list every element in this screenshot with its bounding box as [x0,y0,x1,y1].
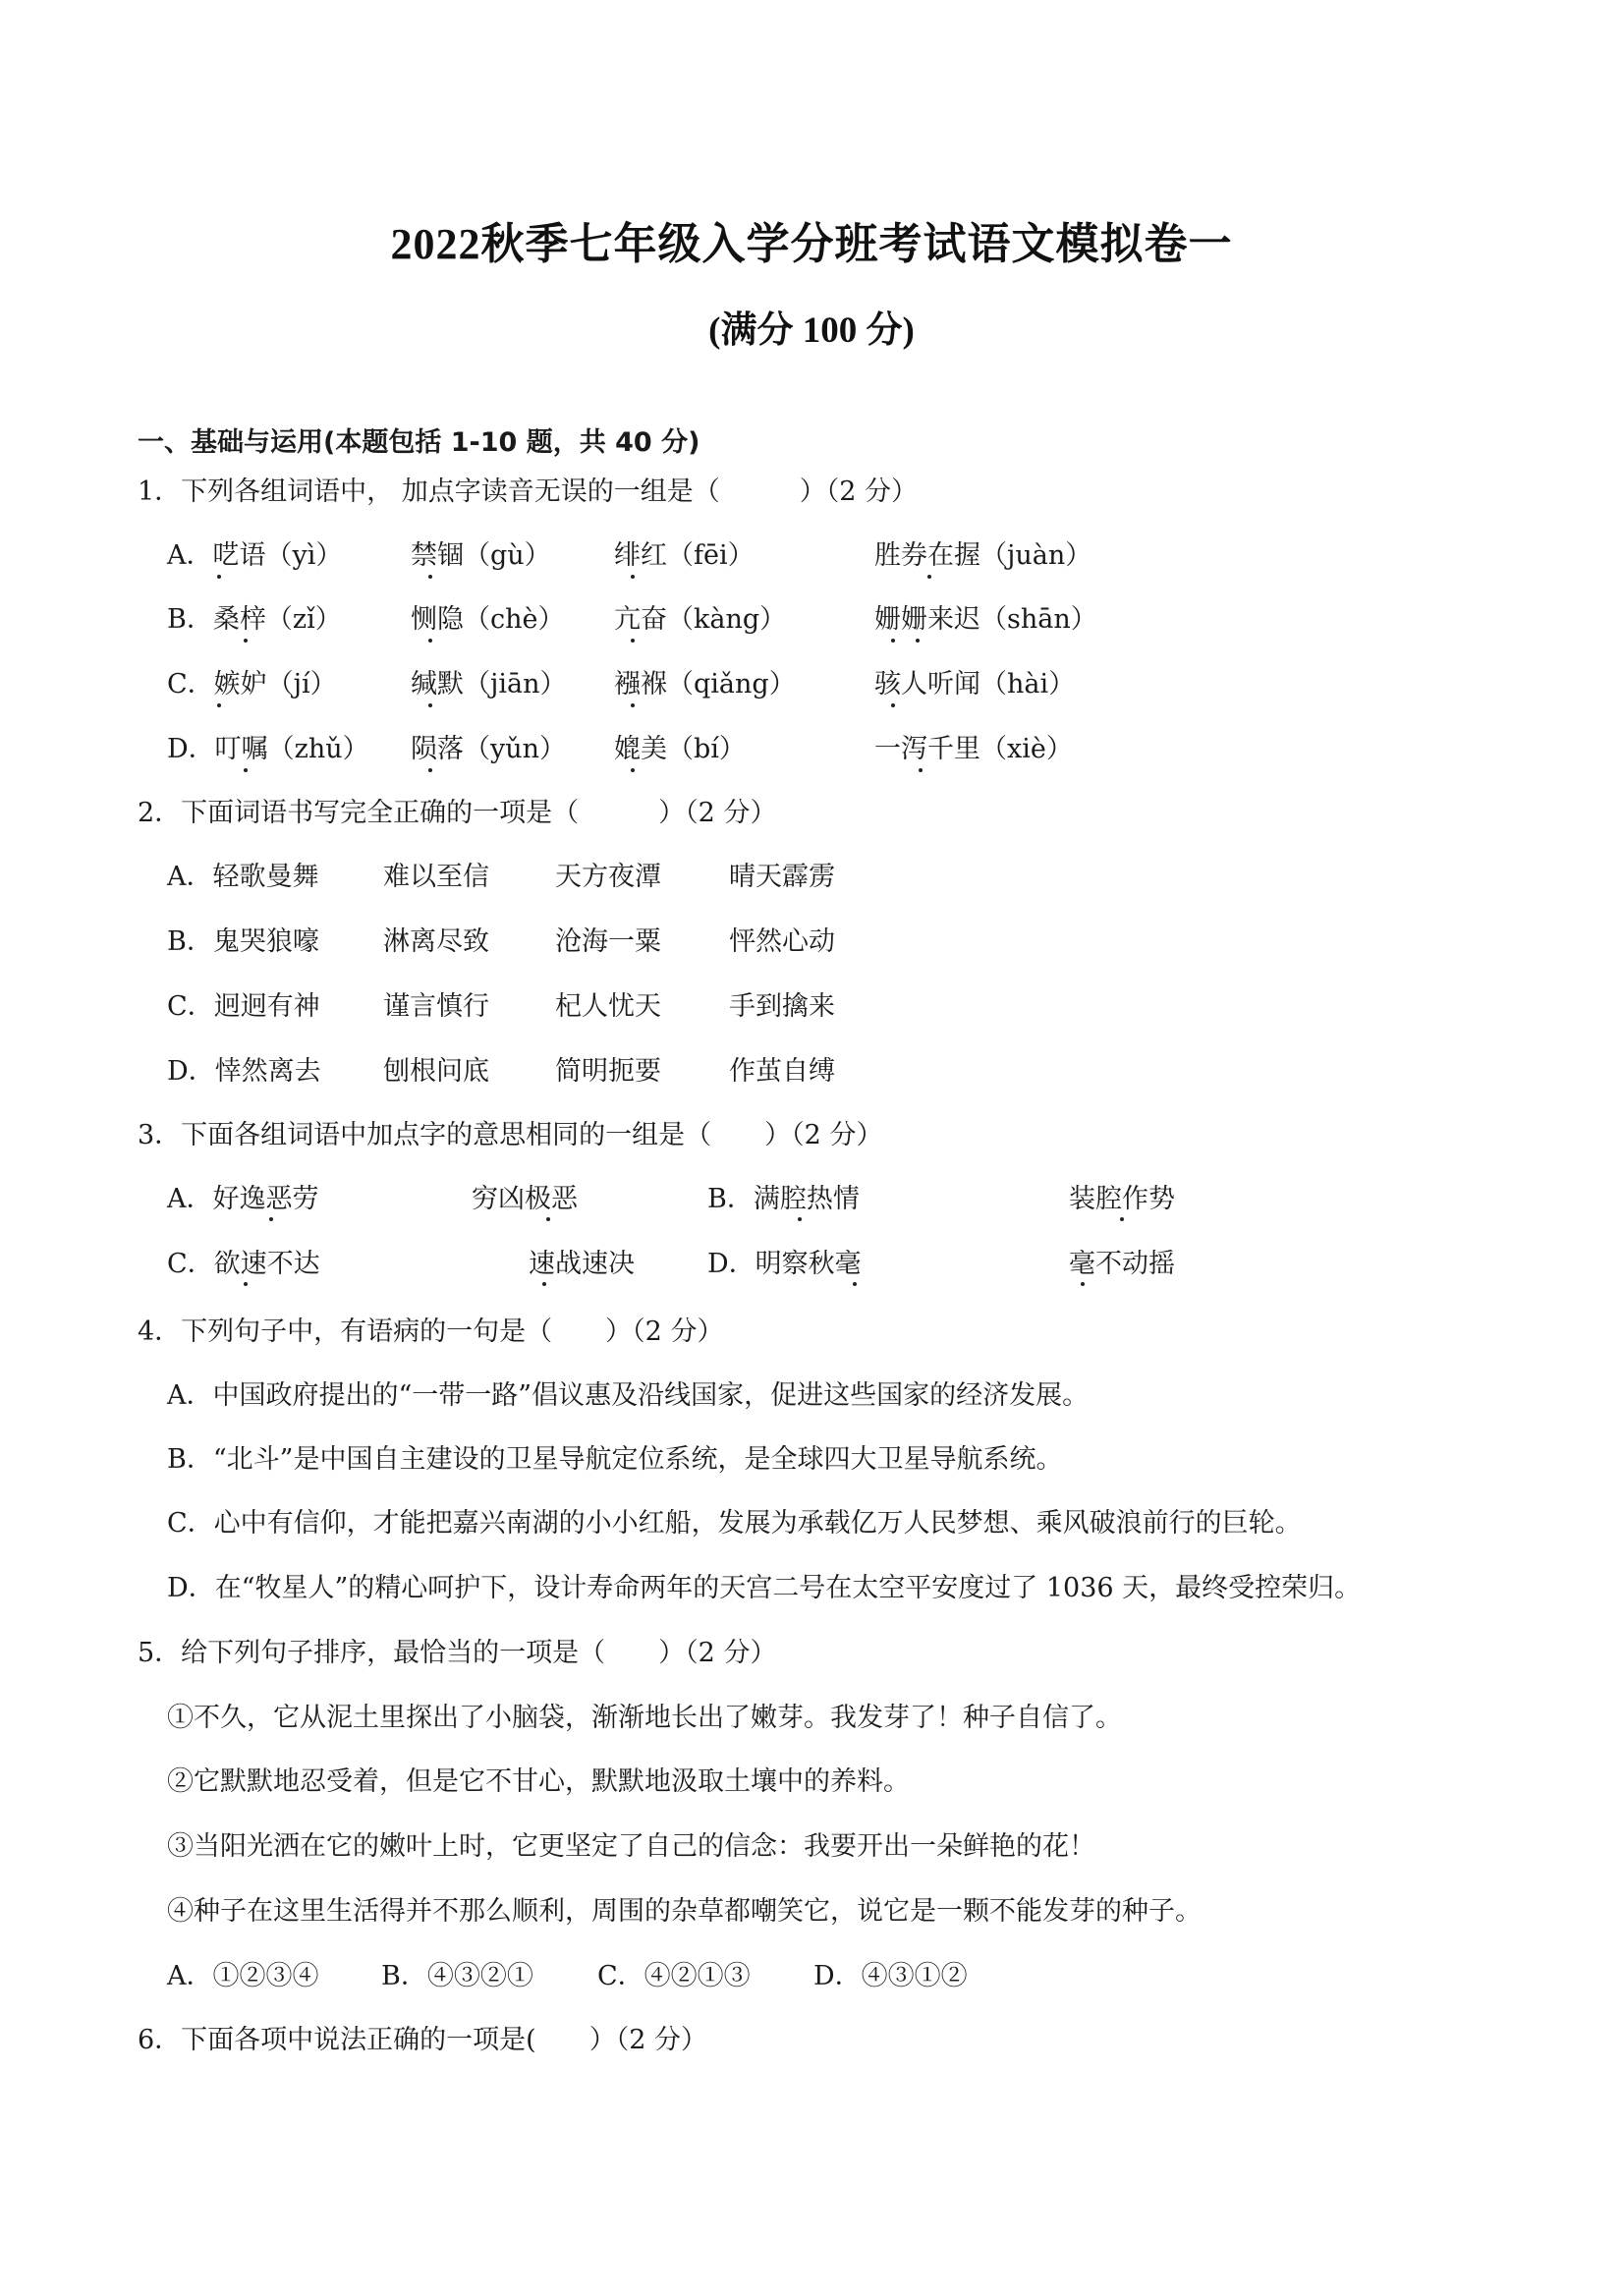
q1-option-a-word4: 胜券在握（juàn） [874,540,1092,571]
emphasis-dot [428,768,432,772]
emphasis-dot [244,639,248,643]
q2-option-c-word4: 手到擒来 [729,991,835,1022]
q1-option-b-word3: 亢奋（kàng） [614,604,787,635]
q5-choice-c: C．④②①③ [597,1961,751,1991]
question-6-stem: 6．下面各项中说法正确的一项是( ）（2 分） [138,2025,707,2055]
q4-option-d: D．在“牧星人”的精心呵护下，设计寿命两年的天宫二号在太空平安度过了 1036 天，最终受控荣归。 [167,1573,1362,1603]
q5-sentence-2: ②它默默地忍受着，但是它不甘心，默默地汲取土壤中的养料。 [167,1766,910,1797]
emphasis-dot [631,639,635,643]
q1-option-a-word2: 禁锢（gù） [411,540,551,571]
q5-choice-d: D．④③①② [813,1961,968,1991]
question-4-stem: 4．下列句子中，有语病的一句是（ ）（2 分） [138,1316,724,1347]
q1-option-c-word3: 襁褓（qiǎng） [614,669,796,700]
emphasis-dot [217,703,221,707]
q5-choice-a: A．①②③④ [167,1961,319,1991]
q4-option-a: A．中国政府提出的“一带一路”倡议惠及沿线国家，促进这些国家的经济发展。 [167,1380,1090,1411]
q2-option-a-word4: 晴天霹雳 [729,862,835,892]
q2-option-b-word3: 沧海一粟 [555,926,661,957]
q1-option-a-word1: A．呓语（yì） [167,540,343,571]
q1-option-c-word2: 缄默（jiān） [411,669,567,700]
q1-option-b-word1: B．桑梓（zǐ） [167,604,342,635]
q1-option-d-word3: 媲美（bí） [614,734,746,764]
emphasis-dot [217,575,221,579]
q2-option-a-word3: 天方夜潭 [555,862,661,892]
q1-option-b-word4: 姗姗来迟（shān） [874,604,1097,635]
question-3-stem: 3．下面各组词语中加点字的意思相同的一组是（ ）（2 分） [138,1120,883,1150]
q2-option-b-word2: 淋离尽致 [383,926,489,957]
q1-option-c-word4: 骇人听闻（hài） [874,669,1076,700]
emphasis-dot [927,575,931,579]
q2-option-c-word2: 谨言慎行 [383,991,489,1022]
emphasis-dot [1120,1217,1124,1221]
section-heading: 一、基础与运用(本题包括 1-10 题，共 40 分) [138,427,700,458]
question-1-stem: 1．下列各组词语中， 加点字读音无误的一组是（ ）（2 分） [138,476,919,507]
emphasis-dot [1081,1282,1085,1286]
emphasis-dot [631,768,635,772]
q1-option-d-word1: D．叮嘱（zhǔ） [167,734,369,764]
q3-option-c-word1: C．欲速不达 [167,1249,320,1279]
question-2-stem: 2．下面词语书写完全正确的一项是（ ）（2 分） [138,798,777,828]
emphasis-dot [891,703,895,707]
q3-option-d-word1: D．明察秋毫 [707,1249,862,1279]
emphasis-dot [798,1217,802,1221]
emphasis-dot [244,768,248,772]
q1-option-b-word2: 恻隐（chè） [411,604,565,635]
emphasis-dot [542,1282,546,1286]
q3-option-b-word1: B．满腔热情 [707,1184,860,1214]
emphasis-dot [916,639,920,643]
q2-option-a-word1: A．轻歌曼舞 [167,862,319,892]
q1-option-a-word3: 绯红（fēi） [614,540,755,571]
q1-option-d-word2: 陨落（yǔn） [411,734,567,764]
emphasis-dot [269,1217,273,1221]
exam-subtitle: (满分 100 分) [708,310,915,351]
emphasis-dot [428,703,432,707]
q5-sentence-4: ④种子在这里生活得并不那么顺利，周围的杂草都嘲笑它，说它是一颗不能发芽的种子。 [167,1896,1202,1927]
q5-choice-b: B．④③②① [381,1961,533,1991]
q2-option-a-word2: 难以至信 [383,862,489,892]
q3-option-a-word2: 穷凶极恶 [472,1184,578,1214]
q2-option-c-word1: C．迥迥有神 [167,991,320,1022]
q2-option-d-word3: 简明扼要 [555,1056,661,1087]
q3-option-b-word2: 装腔作势 [1069,1184,1175,1214]
q5-sentence-1: ①不久，它从泥土里探出了小脑袋，渐渐地长出了嫩芽。我发芽了！种子自信了。 [167,1703,1122,1733]
emphasis-dot [631,703,635,707]
q2-option-d-word2: 刨根问底 [383,1056,489,1087]
question-5-stem: 5．给下列句子排序，最恰当的一项是（ ）（2 分） [138,1638,777,1668]
exam-title: 2022秋季七年级入学分班考试语文模拟卷一 [390,220,1233,268]
q2-option-d-word4: 作茧自缚 [729,1056,835,1087]
emphasis-dot [244,1282,248,1286]
emphasis-dot [891,639,895,643]
q1-option-c-word1: C．嫉妒（jí） [167,669,337,700]
q2-option-b-word4: 怦然心动 [729,926,835,957]
q2-option-b-word1: B．鬼哭狼嚎 [167,926,319,957]
q5-sentence-3: ③当阳光洒在它的嫩叶上时，它更坚定了自己的信念：我要开出一朵鲜艳的花！ [167,1831,1095,1862]
q2-option-c-word3: 杞人忧天 [555,991,661,1022]
q1-option-d-word4: 一泻千里（xiè） [874,734,1073,764]
emphasis-dot [631,575,635,579]
q3-option-d-word2: 毫不动摇 [1069,1249,1175,1279]
q4-option-c: C．心中有信仰，才能把嘉兴南湖的小小红船，发展为承载亿万人民梦想、乘风破浪前行的巨轮。 [167,1508,1302,1539]
q3-option-c-word2: 速战速决 [529,1249,635,1279]
q3-option-a-word1: A．好逸恶劳 [167,1184,319,1214]
emphasis-dot [428,575,432,579]
q2-option-d-word1: D．悻然离去 [167,1056,321,1087]
emphasis-dot [919,768,923,772]
emphasis-dot [428,639,432,643]
q4-option-b: B．“北斗”是中国自主建设的卫星导航定位系统，是全球四大卫星导航系统。 [167,1444,1063,1475]
emphasis-dot [853,1282,857,1286]
emphasis-dot [546,1217,550,1221]
